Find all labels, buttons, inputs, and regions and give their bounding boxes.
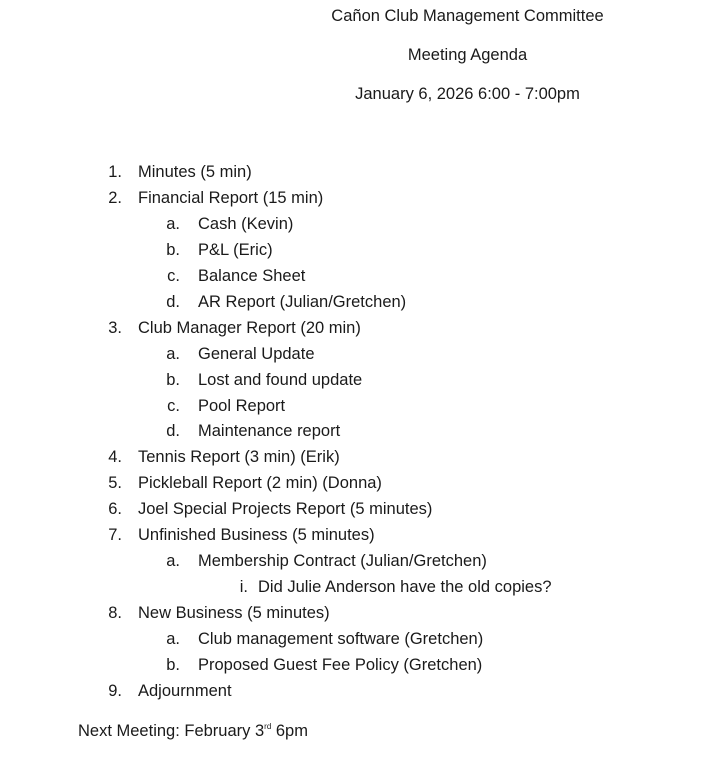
item-text: Tennis Report (3 min) (Erik) (138, 448, 340, 466)
subitem-text: P&L (Eric) (198, 241, 273, 259)
item-text: Club Manager Report (20 min) (138, 319, 361, 337)
subitem-letter: b. (166, 656, 180, 674)
subitem-text: Proposed Guest Fee Policy (Gretchen) (198, 656, 483, 674)
document-title: Cañon Club Management Committee (331, 7, 604, 25)
subitem-letter: a. (166, 552, 180, 570)
item-number: 4. (108, 448, 122, 466)
item-number: 7. (108, 526, 122, 544)
subitem-text: Cash (Kevin) (198, 215, 294, 233)
document-subtitle: Meeting Agenda (407, 46, 528, 64)
item-text: Financial Report (15 min) (138, 189, 324, 207)
item-number: 1. (108, 163, 122, 181)
subitem-text: General Update (198, 345, 315, 363)
item-number: 8. (108, 604, 122, 622)
meeting-date: January 6, 2026 6:00 - 7:00pm (355, 85, 580, 103)
item-text: Minutes (5 min) (138, 163, 252, 181)
item-text: New Business (5 minutes) (138, 604, 330, 622)
subitem-letter: a. (166, 345, 180, 363)
subitem-letter: c. (167, 267, 180, 285)
item-text: Pickleball Report (2 min) (Donna) (138, 474, 382, 492)
ordinal-suffix: rd (264, 722, 272, 731)
subitem-text: Balance Sheet (198, 267, 306, 285)
item-number: 2. (108, 189, 122, 207)
item-text: Joel Special Projects Report (5 minutes) (138, 500, 433, 518)
subitem-letter: d. (166, 422, 180, 440)
item-number: 5. (108, 474, 122, 492)
item-number: 6. (108, 500, 122, 518)
subsubitem-numeral: i. (239, 578, 248, 596)
subitem-text: Membership Contract (Julian/Gretchen) (198, 552, 487, 570)
subitem-letter: b. (166, 371, 180, 389)
subitem-letter: b. (166, 241, 180, 259)
subitem-letter: d. (166, 293, 180, 311)
subitem-letter: c. (167, 397, 180, 415)
item-number: 3. (108, 319, 122, 337)
item-number: 9. (108, 682, 122, 700)
subitem-letter: a. (166, 215, 180, 233)
next-meeting (78, 722, 308, 741)
subitem-text: Club management software (Gretchen) (198, 630, 484, 648)
subitem-text: AR Report (Julian/Gretchen) (198, 293, 407, 311)
next-meeting-suffix: 6pm (271, 722, 308, 740)
item-text: Unfinished Business (5 minutes) (138, 526, 375, 544)
subitem-text: Pool Report (198, 397, 286, 415)
subitem-letter: a. (166, 630, 180, 648)
subitem-text: Lost and found update (198, 371, 363, 389)
subitem-text: Maintenance report (198, 422, 341, 440)
item-text: Adjournment (138, 682, 232, 700)
subsubitem-text: Did Julie Anderson have the old copies? (258, 578, 552, 596)
next-meeting-prefix: Next Meeting: February 3 (78, 722, 265, 740)
